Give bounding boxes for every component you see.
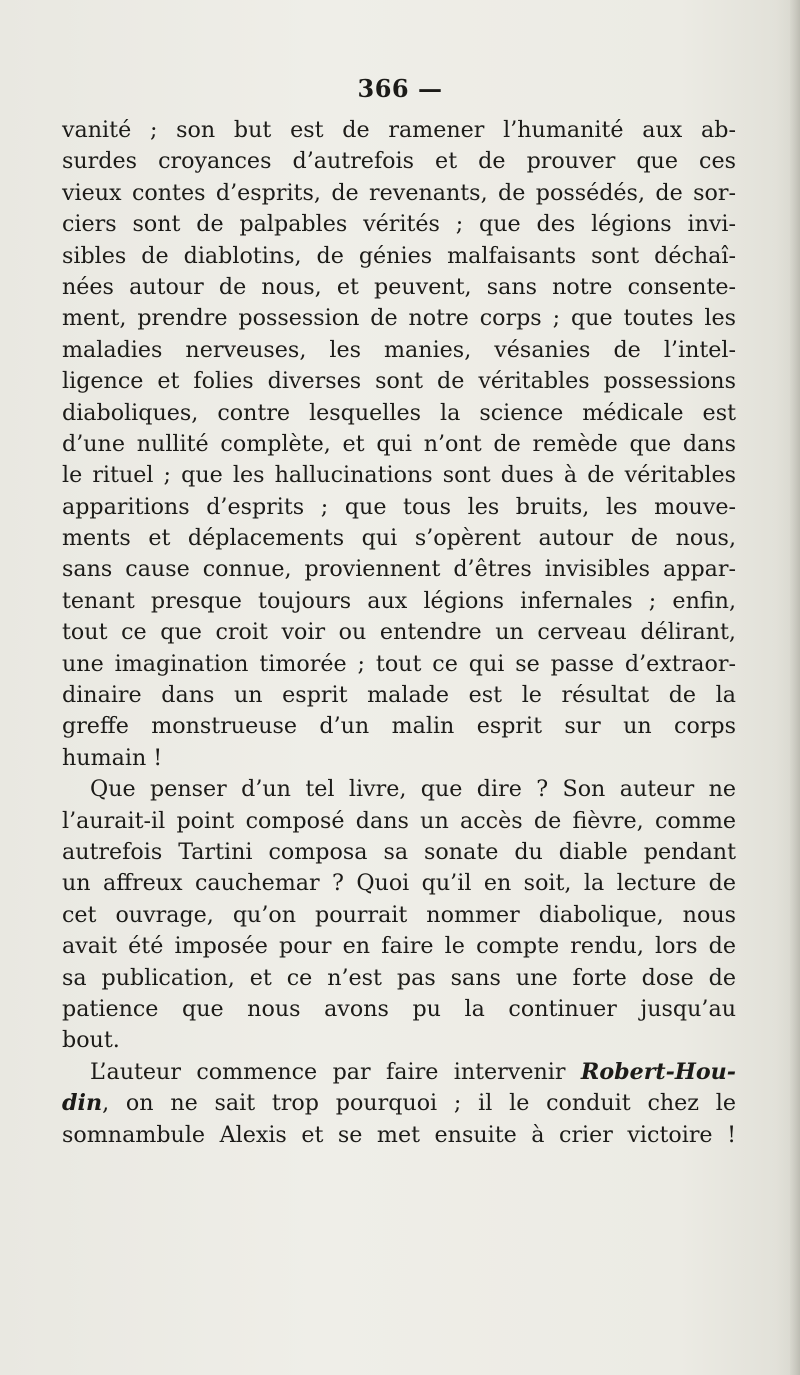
text-line: une imagination timorée ; tout ce qui se passe d’extraor- xyxy=(62,650,736,677)
italic-name: Robert-Hou- xyxy=(580,1058,736,1085)
body-text xyxy=(62,115,736,1151)
text-line: nées autour de nous, et peuvent, sans notre consente- xyxy=(62,273,736,300)
text-line: d’une nullité complète, et qui n’ont de remède que dans xyxy=(62,430,736,457)
text-line: un affreux cauchemar ? Quoi qu’il en soit, la lecture de xyxy=(62,870,736,897)
page-number: 366 — xyxy=(357,74,443,103)
text-line xyxy=(62,1088,736,1119)
text-line: diaboliques, contre lesquelles la science médicale est xyxy=(62,399,736,426)
text-line: greffe monstrueuse d’un malin esprit sur un corps xyxy=(62,713,736,740)
text-line: tenant presque toujours aux légions infernales ; enfin, xyxy=(62,587,736,614)
text-fragment: , on ne sait trop pourquoi ; il le conduit chez le xyxy=(102,1090,736,1117)
text-line: sa publication, et ce n’est pas sans une forte dose de xyxy=(62,964,736,991)
text-line: surdes croyances d’autrefois et de prouver que ces xyxy=(62,148,736,175)
text-line: vanité ; son but est de ramener l’humanité aux ab- xyxy=(62,117,736,143)
text-line: cet ouvrage, qu’on pourrait nommer diabolique, nous xyxy=(62,901,736,928)
text-line: vieux contes d’esprits, de revenants, de possédés, de sor- xyxy=(62,179,736,206)
text-line: sans cause connue, proviennent d’êtres invisibles appar- xyxy=(62,556,736,583)
text-line: ciers sont de palpables vérités ; que des légions invi- xyxy=(62,211,736,238)
text-line: apparitions d’esprits ; que tous les bruits, les mouve- xyxy=(62,493,736,520)
text-line: Que penser d’un tel livre, que dire ? Son auteur ne xyxy=(90,776,736,803)
text-line: autrefois Tartini composa sa sonate du diable pendant xyxy=(62,838,736,865)
text-line: maladies nerveuses, les manies, vésanies de l’intel- xyxy=(62,336,736,363)
text-line: ment, prendre possession de notre corps ; que toutes les xyxy=(62,305,736,332)
text-line: somnambule Alexis et se met ensuite à crier victoire ! xyxy=(62,1121,736,1148)
text-line: patience que nous avons pu la continuer jusqu’au xyxy=(62,995,736,1022)
page-edge-shadow xyxy=(790,0,800,1375)
text-line: humain ! xyxy=(62,744,163,771)
text-line: ments et déplacements qui s’opèrent autour de nous, xyxy=(62,525,736,552)
text-line: le rituel ; que les hallucinations sont dues à de véritables xyxy=(62,462,736,489)
text-line xyxy=(62,1057,736,1088)
text-line: avait été imposée pour en faire le compte rendu, lors de xyxy=(62,933,736,960)
italic-name: din xyxy=(62,1090,103,1117)
text-line: sibles de diablotins, de génies malfaisants sont déchaî- xyxy=(62,242,736,269)
text-line: ligence et folies diverses sont de véritables possessions xyxy=(62,368,736,395)
text-line: dinaire dans un esprit malade est le résultat de la xyxy=(62,682,736,709)
text-line: tout ce que croit voir ou entendre un cerveau délirant, xyxy=(62,619,736,646)
text-line: l’aurait-il point composé dans un accès de fièvre, comme xyxy=(62,807,736,834)
text-line: bout. xyxy=(62,1027,120,1054)
text-fragment: L’auteur commence par faire intervenir xyxy=(90,1058,581,1085)
